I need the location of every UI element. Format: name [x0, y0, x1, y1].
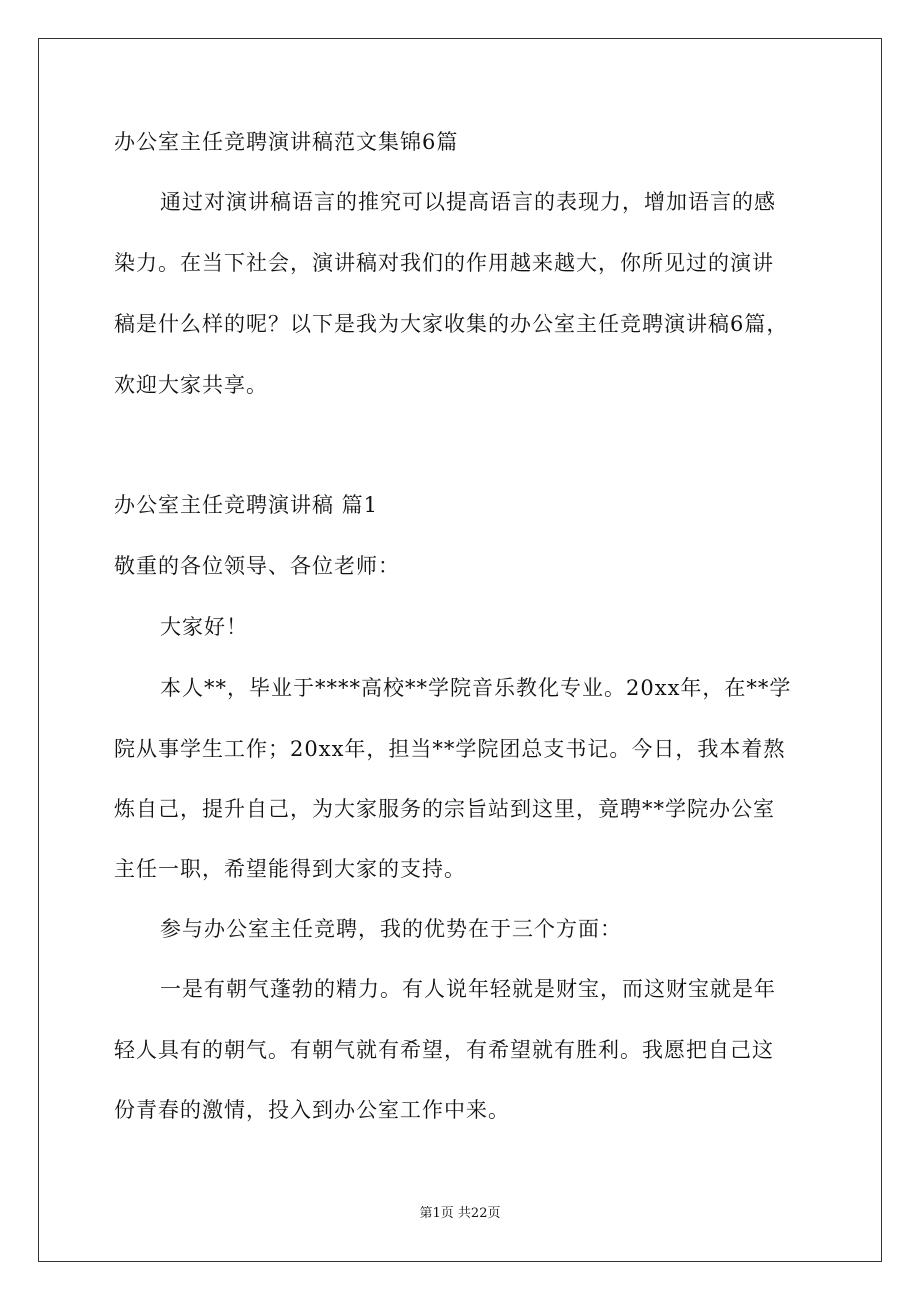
paragraph1-line-3: 炼自己，提升自己，为大家服务的宗旨站到这里，竟聘**学院办公室: [114, 797, 775, 821]
greeting: 大家好！: [160, 615, 248, 639]
paragraph3-line-1: 一是有朝气蓬勃的精力。有人说年轻就是财宝，而这财宝就是年: [160, 977, 776, 1001]
salutation: 敬重的各位领导、各位老师：: [114, 554, 400, 578]
intro-line-2: 染力。在当下社会，演讲稿对我们的作用越来越大，你所见过的演讲: [114, 251, 774, 275]
document-title: 办公室主任竞聘演讲稿范文集锦6篇: [114, 130, 459, 154]
intro-line-1: 通过对演讲稿语言的推究可以提高语言的表现力，增加语言的感: [160, 190, 776, 214]
page-number-footer: 第1页 共22页: [419, 1206, 501, 1221]
paragraph1-line-2: 院从事学生工作；20xx年，担当**学院团总支书记。今日，我本着熬: [114, 737, 786, 761]
paragraph1-line-4: 主任一职，希望能得到大家的支持。: [114, 857, 466, 881]
paragraph1-line-1: 本人**，毕业于****高校**学院音乐教化专业。20xx年，在**学: [160, 676, 792, 700]
paragraph3-line-3: 份青春的激情，投入到办公室工作中来。: [114, 1098, 510, 1122]
intro-line-3: 稿是什么样的呢？以下是我为大家收集的办公室主任竞聘演讲稿6篇，: [114, 312, 789, 336]
page-frame: [38, 38, 882, 1262]
paragraph2: 参与办公室主任竞聘，我的优势在于三个方面：: [160, 917, 622, 941]
section-heading: 办公室主任竞聘演讲稿 篇1: [114, 493, 379, 517]
intro-line-4: 欢迎大家共享。: [114, 373, 268, 397]
paragraph3-line-2: 轻人具有的朝气。有朝气就有希望，有希望就有胜利。我愿把自己这: [114, 1038, 774, 1062]
